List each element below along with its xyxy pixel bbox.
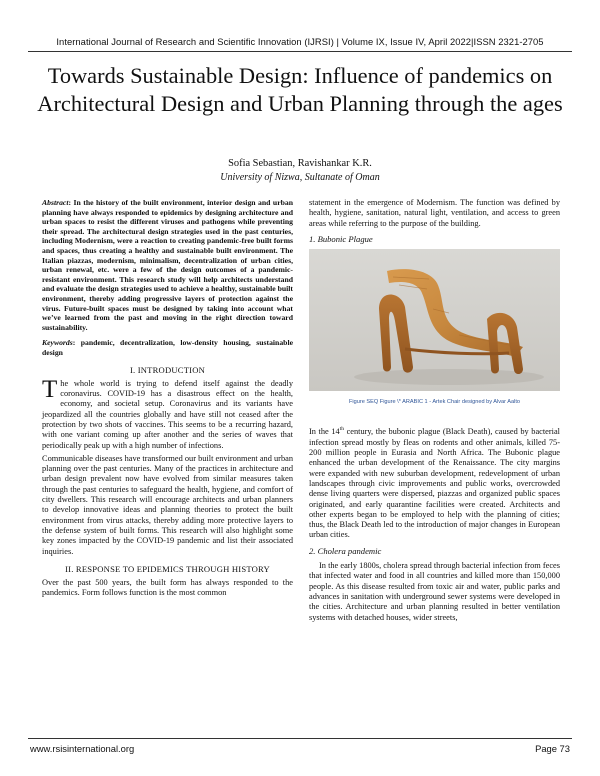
abstract-label: Abstract [42, 198, 69, 207]
keywords-label: Keywords [42, 338, 73, 348]
footer-website: www.rsisinternational.org [30, 743, 135, 754]
abstract-text: : In the history of the built environment, interior design and urban planning have always responded to epidemics by designing architecture and urban spaces to resist the different viruses and pathogens while preventing their spread. The architectural design strategies used in the past centuries, including Modernism, were a reaction to creating pandemic-free built forms and spaces, thus creating a healthy and sustainable built environment. The Italian piazzas, modernism, minimalism, decentralization of urban cities, urban renewal, etc. were a few of the design outcomes of a pandemic-resistant environment. This research study will help architects understand and evaluate the design strategies used to achieve a healthy, sustainable built environment, thereby adding progressive layers of protection against the virus. Future-built spaces must be designed by taking into account what we’ve learned from the past and moving in the right direction toward sustainability. [42, 198, 293, 332]
figure-caption: Figure SEQ Figure \* ARABIC 1 - Artek Chair designed by Alvar Aalto [349, 399, 520, 406]
section-heading-response: II. RESPONSE TO EPIDEMICS THROUGH HISTORY [65, 563, 270, 574]
plague-text-start: In the 14 [309, 427, 340, 437]
cholera-paragraph: In the early 1800s, cholera spread through bacterial infection from feces that infected water and food in all countries and killed more than 150,000 people. As this disease resulted from toxic air and water, public parks and advances in sanitation with underground sewer systems were developed in the cities. Architecture and urban planning resulted in better ventilation systems with detached houses, wider streets, [309, 561, 560, 622]
subheading-cholera: 2. Cholera pandemic [309, 545, 382, 556]
chair-photo [309, 249, 560, 391]
header-rule [28, 51, 572, 52]
abstract [42, 198, 293, 332]
keywords [42, 338, 293, 357]
intro-paragraph-2: Communicable diseases have transformed our built environment and urban planning over the past centuries. Many of the practices in architecture and urban design prevalent now have evolved from similar measures taken through the past centuries to safeguard the health, hygiene, and comfort of city dwellers. This research will encourage architects and urban planners to develop innovative ideas and planning theories to protect the built environment from virus attacks, thereby adding more protective layers to the defense system of built forms. This research will also highlight some key zones impacted by the COVID-19 pandemic and list their associated inquiries. [42, 453, 293, 556]
section-heading-introduction: I. INTRODUCTION [129, 364, 206, 375]
modernism-paragraph: statement in the emergence of Modernism. The function was defined by health, hygiene, sanitation, natural light, ventilation, and access to green areas while referring to the purpose of the building. [309, 198, 560, 228]
figure-artek-chair [309, 249, 560, 391]
affiliation: University of Nizwa, Sultanate of Oman [220, 172, 380, 183]
authors: Sofia Sebastian, Ravishankar K.R. [228, 158, 372, 169]
running-header: International Journal of Research and Scientific Innovation (IJRSI) | Volume IX, Issue IV, April 2022|ISSN 2321-2705 [56, 36, 544, 47]
superscript-th: th [339, 426, 344, 433]
keywords-text: : pandemic, decentralization, low-density housing, sustainable design [42, 338, 293, 357]
plague-text-rest: century, the bubonic plague (Black Death), caused by bacterial infection spread mostly by fleas on rodents and other animals, killed 75-200 million people in Eurasia and North Africa. The Bubonic plague enhanced the urban development of the Renaissance. The city margins were expanded with new suburban development, redevelopment of urban landscapes through civic improvements and public works, overcrowded dense living quarters were dispersed, piazzas and organized public spaces originated, and early quarantine facilities were created. Architects and other experts began to be employed to help with the planning of cities; thus, the Black Death led to the introduction of major changes in European urban cities. [309, 427, 560, 540]
plague-paragraph [309, 427, 560, 540]
subheading-bubonic-plague: 1. Bubonic Plague [309, 233, 373, 244]
right-column [309, 198, 560, 623]
footer-rule [28, 738, 572, 739]
response-paragraph-1: Over the past 500 years, the built form has always responded to the pandemics. Form follows function is the most common [42, 578, 293, 598]
intro-paragraph-1 [42, 375, 293, 451]
left-column [42, 198, 293, 599]
paper-title: Towards Sustainable Design: Influence of pandemics on Architectural Design and Urban Planning through the ages [37, 63, 563, 116]
intro-paragraph-1-text: he whole world is trying to defend itself against the deadly coronavirus. COVID-19 has a disastrous effect on the health, economy, and societal setup. Coronavirus and its variants have jeopardized all the countries globally and have still not ceased after the protection by two shots of vaccines. This seems to be a recurring hazard, with one variant coming up after another and the series of waves that periodically peak up with a high number of infections. [42, 378, 293, 450]
footer-page-number: Page 73 [535, 743, 570, 754]
drop-cap: T [42, 375, 58, 403]
